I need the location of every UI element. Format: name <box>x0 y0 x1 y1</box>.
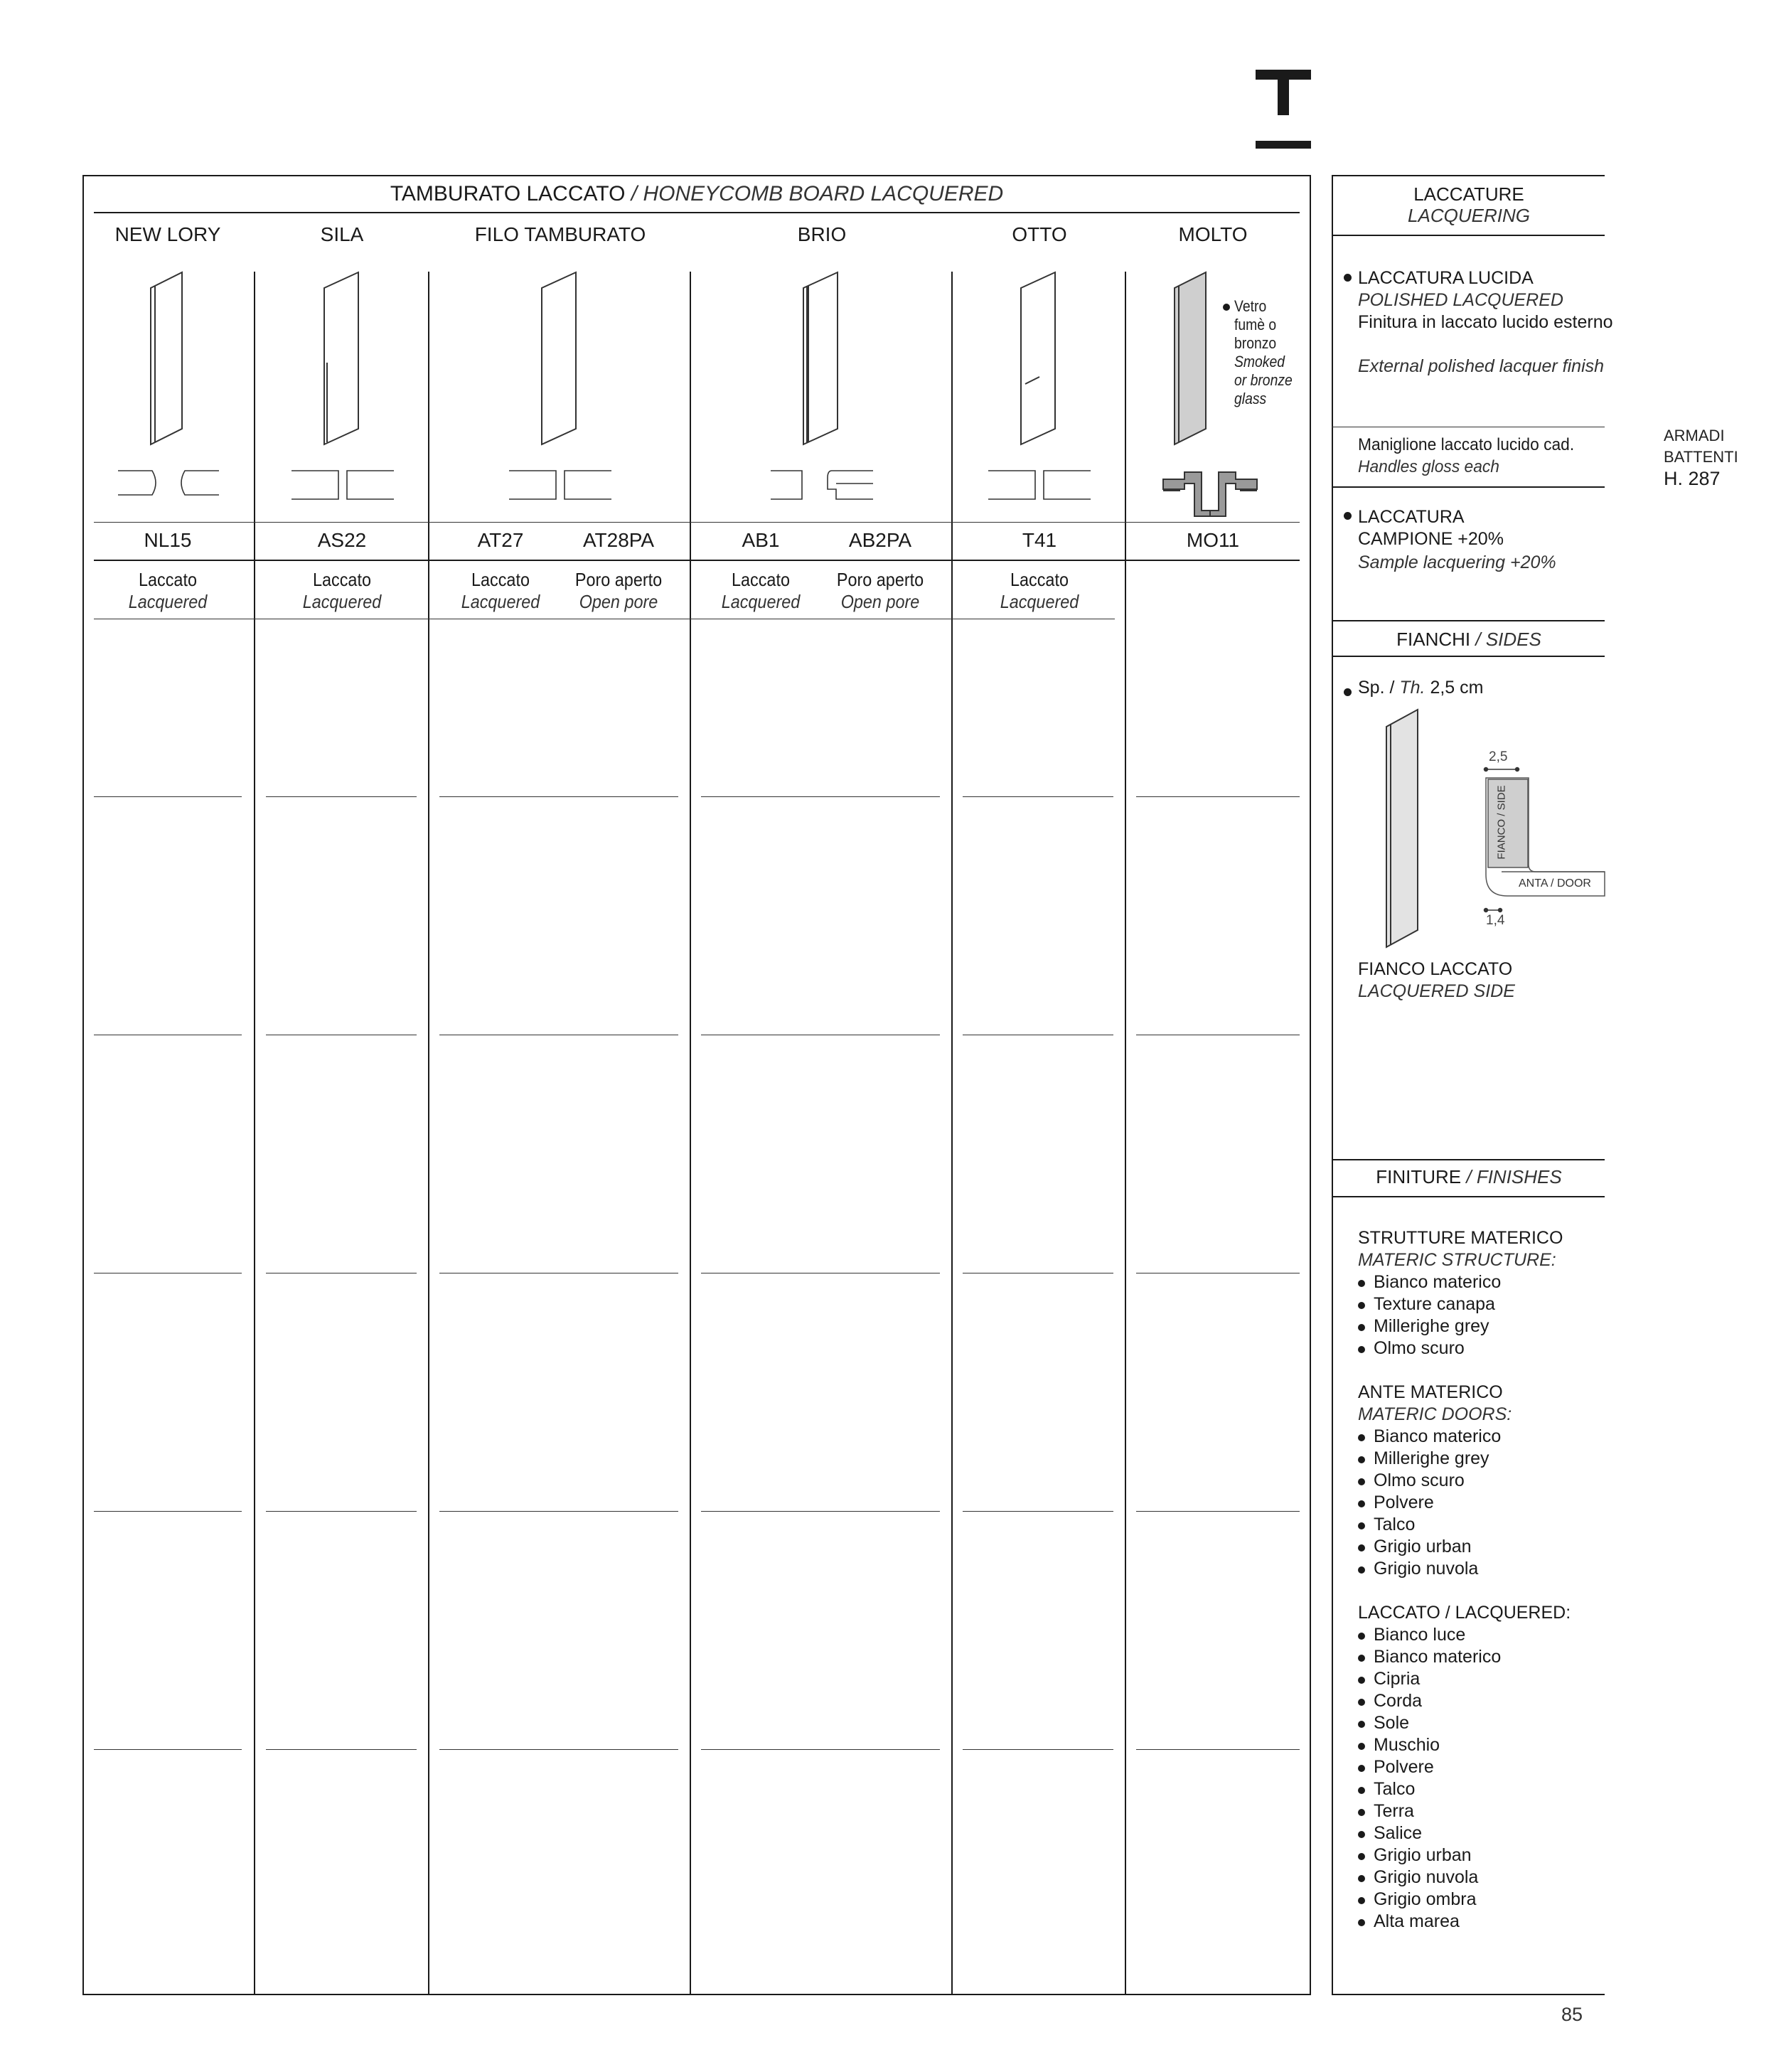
grid-line <box>439 1511 678 1512</box>
list-item: Terra <box>1358 1800 1571 1822</box>
list-item: Corda <box>1358 1690 1571 1712</box>
grid-line <box>266 1511 417 1512</box>
laccato-list <box>1358 1624 1571 1933</box>
list-item: Olmo scuro <box>1358 1337 1571 1360</box>
list-item: Texture canapa <box>1358 1293 1571 1315</box>
finish-label: Laccato Lacquered <box>302 569 382 612</box>
list-item: Polvere <box>1358 1492 1571 1514</box>
finish-label: Poro aperto Open pore <box>574 569 663 612</box>
list-item: Millerighe grey <box>1358 1448 1571 1470</box>
side-divider <box>1332 1196 1605 1197</box>
section-tab: ARMADI BATTENTI H. 287 <box>1664 427 1738 489</box>
list-item: Cipria <box>1358 1668 1571 1690</box>
finish-label: Poro aperto Open pore <box>836 569 924 612</box>
side-divider <box>1332 1159 1605 1160</box>
molto-glass-note: Vetro fumè o bronzo Smoked or bronze glass <box>1234 297 1293 407</box>
finish-label: Laccato Lacquered <box>128 569 208 612</box>
product-code: AS22 <box>317 529 367 551</box>
grid-line <box>94 1749 242 1750</box>
list-item: Grigio urban <box>1358 1536 1571 1558</box>
product-code: AT28PA <box>582 529 655 551</box>
list-item: Grigio nuvola <box>1358 1867 1571 1889</box>
list-item: Olmo scuro <box>1358 1470 1571 1492</box>
lucida-block: LACCATURA LUCIDA POLISHED LACQUERED Finitura in laccato lucido esterno External polished lacquer finish <box>1358 268 1613 376</box>
thickness-line: Sp. / Th. 2,5 cm <box>1358 678 1484 698</box>
grid-line <box>266 1749 417 1750</box>
list-item: Bianco materico <box>1358 1271 1571 1293</box>
campione-block: LACCATURA CAMPIONE +20% Sample lacquering +20% <box>1358 507 1556 572</box>
grid-line <box>1136 1749 1300 1750</box>
door-label: ANTA / DOOR <box>1519 877 1591 890</box>
finish-label: Laccato Lacquered <box>1000 569 1079 612</box>
product-code: MO11 <box>1186 529 1240 551</box>
main-title-bold: TAMBURATO LACCATO <box>390 182 626 205</box>
grid-line <box>701 1749 940 1750</box>
list-item: Sole <box>1358 1712 1571 1734</box>
laccature-header: LACCATURE LACQUERING <box>1408 183 1530 226</box>
handles-block: Maniglione laccato lucido cad. Handles gloss each <box>1358 435 1575 476</box>
dim-bottom: 1,4 <box>1486 913 1505 928</box>
list-item: Grigio nuvola <box>1358 1558 1571 1580</box>
list-item: Alta marea <box>1358 1911 1571 1933</box>
column-name: BRIO <box>797 223 847 245</box>
product-code: AT27 <box>477 529 524 551</box>
main-title-italic: HONEYCOMB BOARD LACQUERED <box>643 182 1004 205</box>
list-item: Bianco materico <box>1358 1646 1571 1668</box>
list-item: Polvere <box>1358 1756 1571 1778</box>
list-item: Talco <box>1358 1514 1571 1536</box>
fianco-block: FIANCO LACCATO LACQUERED SIDE <box>1358 959 1515 1001</box>
list-item: Bianco luce <box>1358 1624 1571 1646</box>
dim-top: 2,5 <box>1489 749 1508 764</box>
product-code: AB1 <box>742 529 780 551</box>
list-item: Bianco materico <box>1358 1426 1571 1448</box>
list-item: Grigio ombra <box>1358 1889 1571 1911</box>
main-title: TAMBURATO LACCATO / HONEYCOMB BOARD LACQUERED <box>390 182 1004 205</box>
product-code: T41 <box>1022 529 1057 551</box>
column-name: OTTO <box>1012 223 1067 245</box>
list-item: Muschio <box>1358 1734 1571 1756</box>
laccato-title: LACCATO / LACQUERED: <box>1358 1603 1571 1623</box>
finish-label: Laccato Lacquered <box>721 569 801 612</box>
list-item: Talco <box>1358 1778 1571 1800</box>
grid-line <box>1136 1511 1300 1512</box>
finiture-list: STRUTTURE MATERICO MATERIC STRUCTURE: Bianco materico Texture canapa Millerighe grey Olmo scuro ANTE MATERICO MATERIC DOORS: Bianco materico Millerighe grey Olmo scuro Polvere Talco Grigio urban Grigio nuvola LACCATO / LACQUERED: Bianco luce Bianco materico Cipria Corda Sole Muschio Polvere Talco Terra Salice Grigio urban Grigio nuvola Grigio ombra Alta marea <box>1358 1228 1571 1931</box>
strutture-list <box>1358 1271 1571 1360</box>
grid-line <box>439 1749 678 1750</box>
list-item: Salice <box>1358 1822 1571 1844</box>
grid-line <box>94 1511 242 1512</box>
list-item: Millerighe grey <box>1358 1315 1571 1337</box>
finish-label: Laccato Lacquered <box>461 569 540 612</box>
list-item: Grigio urban <box>1358 1844 1571 1867</box>
page-number: 85 <box>1561 2004 1583 2025</box>
grid-line <box>963 1511 1113 1512</box>
side-label: FIANCO / SIDE <box>1495 785 1508 860</box>
ante-list <box>1358 1426 1571 1580</box>
product-code: AB2PA <box>848 529 912 551</box>
fianchi-header: FIANCHI / SIDES <box>1396 629 1541 650</box>
side-panel-drawing <box>0 0 1776 995</box>
column-name: SILA <box>320 223 364 245</box>
grid-line <box>963 1749 1113 1750</box>
finiture-header: FINITURE / FINISHES <box>1376 1166 1562 1187</box>
product-code: NL15 <box>144 529 192 551</box>
grid-line <box>701 1511 940 1512</box>
column-name: NEW LORY <box>114 223 221 245</box>
column-name: FILO TAMBURATO <box>474 223 646 245</box>
column-name: MOLTO <box>1178 223 1248 245</box>
